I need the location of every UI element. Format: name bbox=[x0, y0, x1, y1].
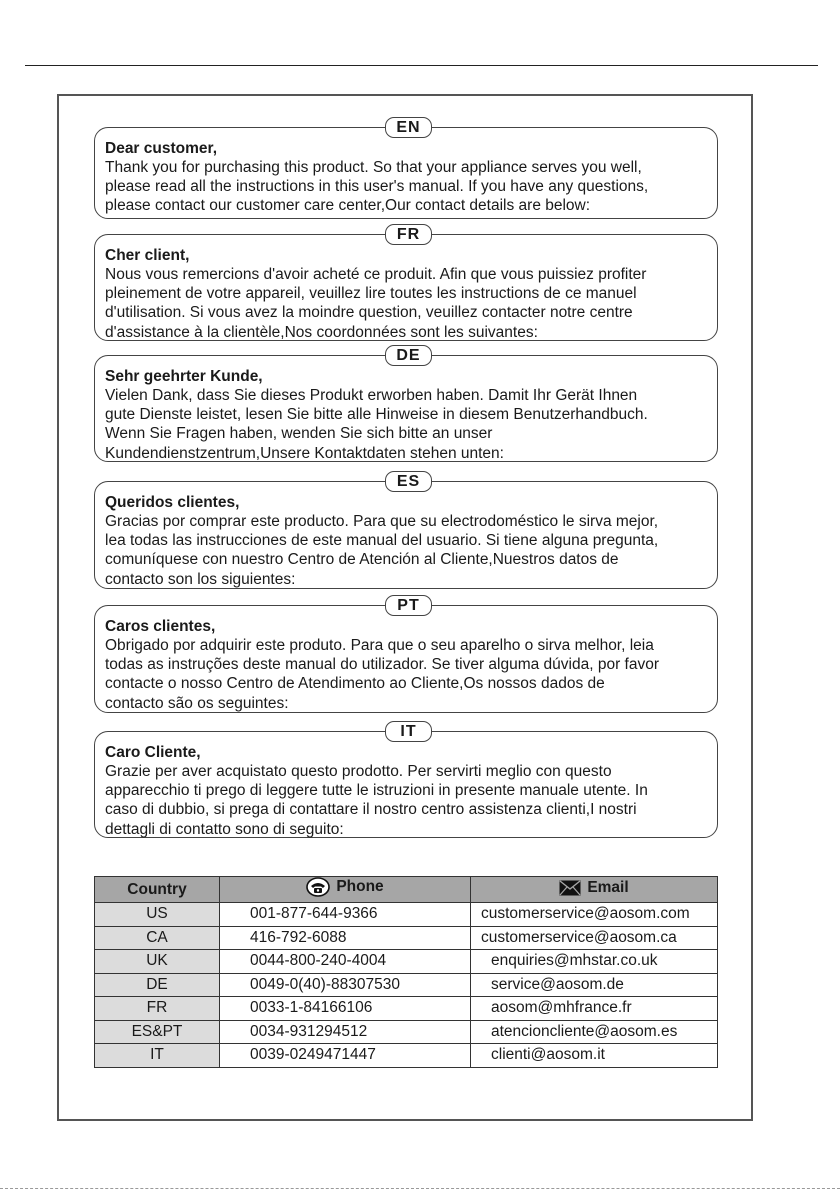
phone-cell: 416-792-6088 bbox=[220, 926, 471, 950]
phone-cell: 0044-800-240-4004 bbox=[220, 950, 471, 974]
table-row bbox=[95, 1020, 718, 1044]
section-pt bbox=[94, 597, 718, 713]
telephone-icon bbox=[306, 877, 330, 897]
header-phone bbox=[220, 877, 471, 903]
bottom-cut-line bbox=[0, 1188, 840, 1189]
email-cell: enquiries@mhstar.co.uk bbox=[471, 950, 718, 974]
lang-tag-it: IT bbox=[385, 721, 432, 742]
section-de bbox=[94, 347, 718, 462]
table-row bbox=[95, 950, 718, 974]
email-cell: service@aosom.de bbox=[471, 973, 718, 997]
body-es: Gracias por comprar este producto. Para que su electrodoméstico le sirva mejor, lea todas las instrucciones de este manual del usuario. Si tiene alguna pregunta, comuníquese con nuestro Centro de Atención al Cliente,Nuestros datos de contacto son los siguientes: bbox=[105, 513, 659, 588]
section-it bbox=[94, 723, 718, 838]
email-cell: customerservice@aosom.com bbox=[471, 903, 718, 927]
contact-table bbox=[94, 876, 718, 1068]
body-it: Grazie per aver acquistato questo prodotto. Per servirti meglio con questo apparecchio ti prego di leggere tutte le istruzioni in presente manuale utente. In caso di dubbio, si prega di contattare il nostro centro assistenza clienti,I nostri dettagli di contatto sono di seguito: bbox=[105, 763, 648, 838]
email-cell: clienti@aosom.it bbox=[471, 1044, 718, 1068]
country-cell: UK bbox=[95, 950, 220, 974]
top-rule bbox=[25, 65, 818, 66]
lang-tag-fr: FR bbox=[385, 224, 432, 245]
email-cell: aosom@mhfrance.fr bbox=[471, 997, 718, 1021]
lang-tag-es: ES bbox=[385, 471, 432, 492]
table-row bbox=[95, 973, 718, 997]
body-de: Vielen Dank, dass Sie dieses Produkt erworben haben. Damit Ihr Gerät Ihnen gute Dienste leistet, lesen Sie bitte alle Hinweise in diesem Benutzerhandbuch. Wenn Sie Fragen haben, wenden Sie sich bitte an unser Kundendienstzentrum,Unsere Kontaktdaten stehen unten: bbox=[105, 387, 648, 462]
lang-tag-pt: PT bbox=[385, 595, 432, 616]
country-cell: ES&PT bbox=[95, 1020, 220, 1044]
country-cell: IT bbox=[95, 1044, 220, 1068]
phone-cell: 0033-1-84166106 bbox=[220, 997, 471, 1021]
country-cell: CA bbox=[95, 926, 220, 950]
phone-cell: 0034-931294512 bbox=[220, 1020, 471, 1044]
country-cell: US bbox=[95, 903, 220, 927]
country-cell: FR bbox=[95, 997, 220, 1021]
phone-cell: 001-877-644-9366 bbox=[220, 903, 471, 927]
body-en: Thank you for purchasing this product. So that your appliance serves you well, please read all the instructions in this user's manual. If you have any questions, please contact our customer care center,Our contact details are below: bbox=[105, 159, 649, 215]
table-row bbox=[95, 926, 718, 950]
greeting-fr: Cher client, bbox=[105, 247, 190, 264]
greeting-es: Queridos clientes, bbox=[105, 494, 240, 511]
header-email-label: Email bbox=[587, 878, 629, 896]
greeting-de: Sehr geehrter Kunde, bbox=[105, 368, 263, 385]
table-row bbox=[95, 997, 718, 1021]
section-fr bbox=[94, 226, 718, 341]
greeting-it: Caro Cliente, bbox=[105, 744, 201, 761]
phone-cell: 0049-0(40)-88307530 bbox=[220, 973, 471, 997]
lang-tag-de: DE bbox=[385, 345, 432, 366]
email-cell: atencioncliente@aosom.es bbox=[471, 1020, 718, 1044]
table-header-row bbox=[95, 877, 718, 903]
section-en bbox=[94, 119, 718, 219]
envelope-icon bbox=[559, 880, 581, 896]
header-country: Country bbox=[95, 877, 220, 903]
body-fr: Nous vous remercions d'avoir acheté ce produit. Afin que vous puissiez profiter pleinement de votre appareil, veuillez lire toutes les instructions de ce manuel d'utilisation. Si vous avez la moindre question, veuillez contacter notre centre d'assistance à la clientèle,Nos coordonnées sont les suivantes: bbox=[105, 266, 647, 341]
section-es bbox=[94, 473, 718, 589]
lang-tag-en: EN bbox=[385, 117, 432, 138]
table-row bbox=[95, 1044, 718, 1068]
header-phone-label: Phone bbox=[336, 878, 384, 895]
body-pt: Obrigado por adquirir este produto. Para que o seu aparelho o sirva melhor, leia todas as instruções deste manual do utilizador. Se tiver alguma dúvida, por favor contacte o nosso Centro de Atendimento ao Cliente,Os nossos dados de contacto são os seguintes: bbox=[105, 637, 660, 712]
greeting-en: Dear customer, bbox=[105, 140, 217, 157]
greeting-pt: Caros clientes, bbox=[105, 618, 216, 635]
phone-cell: 0039-0249471447 bbox=[220, 1044, 471, 1068]
header-email bbox=[471, 877, 718, 903]
country-cell: DE bbox=[95, 973, 220, 997]
email-cell: customerservice@aosom.ca bbox=[471, 926, 718, 950]
table-row bbox=[95, 903, 718, 927]
